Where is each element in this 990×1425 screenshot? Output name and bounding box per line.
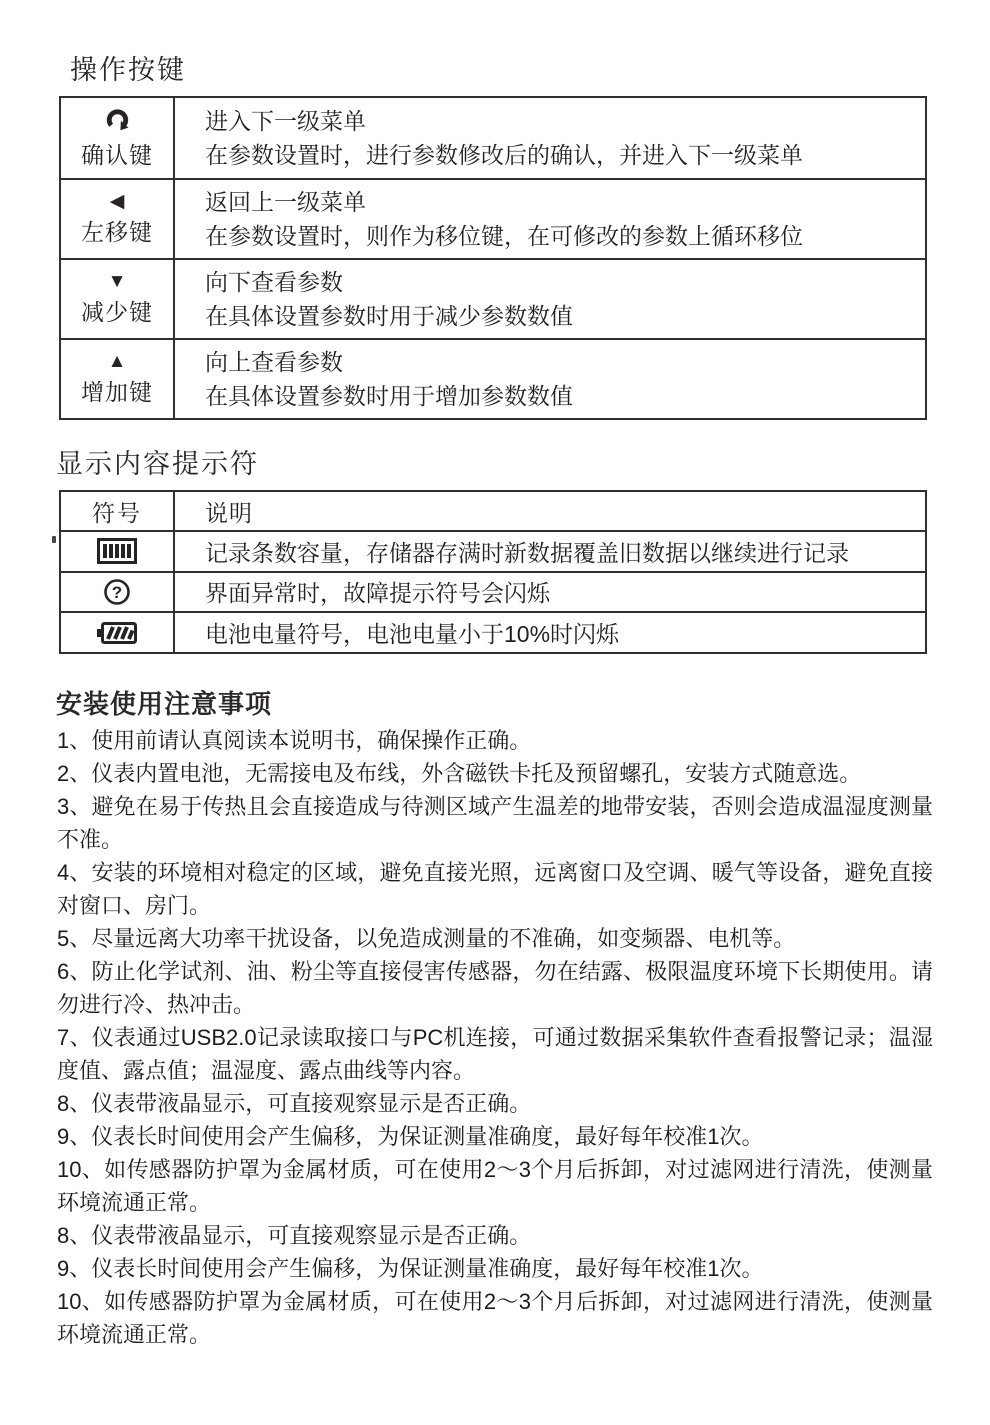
key-desc-line: 在参数设置时，则作为移位键，在可修改的参数上循环移位 <box>205 223 803 249</box>
note-item: 8、仪表带液晶显示，可直接观察显示是否正确。 <box>57 1091 532 1116</box>
install-notes-list <box>57 724 933 1351</box>
key-desc-line: 向上查看参数 <box>205 349 343 375</box>
key-label: 左移键 <box>81 218 153 245</box>
note-item: 6、防止化学试剂、油、粉尘等直接侵害传感器，勿在结露、极限温度环境下长期使用。请勿进行冷、热冲击。 <box>57 959 933 1017</box>
note-item: 10、如传感器防护罩为金属材质，可在使用2～3个月后拆卸，对过滤网进行清洗，使测量环境流通正常。 <box>57 1289 933 1347</box>
symbol-column-header: 符号 <box>61 492 175 530</box>
down-triangle-icon: ▼ <box>107 270 127 292</box>
key-desc-decrease <box>175 258 925 338</box>
record-capacity-bars-icon <box>97 538 137 564</box>
key-label: 增加键 <box>81 378 153 405</box>
key-cell-increase <box>61 338 175 418</box>
note-item: 10、如传感器防护罩为金属材质，可在使用2～3个月后拆卸，对过滤网进行清洗，使测量环境流通正常。 <box>57 1157 933 1215</box>
note-item: 1、使用前请认真阅读本说明书，确保操作正确。 <box>57 728 532 753</box>
key-desc-line: 进入下一级菜单 <box>205 108 366 134</box>
symbol-desc-record: 记录条数容量，存储器存满时新数据覆盖旧数据以继续进行记录 <box>175 530 925 571</box>
key-desc-confirm <box>175 98 925 178</box>
battery-level-icon <box>96 621 138 645</box>
key-desc-line: 在参数设置时，进行参数修改后的确认，并进入下一级菜单 <box>205 142 803 168</box>
symbol-desc-battery: 电池电量符号，电池电量小于10%时闪烁 <box>175 611 925 652</box>
section-title-install-notes: 安装使用注意事项 <box>56 689 273 719</box>
key-cell-decrease <box>61 258 175 338</box>
key-desc-increase <box>175 338 925 418</box>
symbol-cell-battery <box>61 611 175 652</box>
symbol-cell-record <box>61 530 175 571</box>
left-triangle-icon: ◀ <box>109 190 125 212</box>
ink-speck <box>52 536 56 543</box>
display-symbols-table <box>59 490 927 654</box>
key-desc-line: 在具体设置参数时用于增加参数数值 <box>205 383 573 409</box>
note-item: 4、安装的环境相对稳定的区域，避免直接光照，远离窗口及空调、暖气等设备，避免直接对窗口、房门。 <box>57 860 933 918</box>
symbol-cell-fault <box>61 571 175 612</box>
operation-keys-table <box>59 96 927 420</box>
question-circle-icon <box>103 578 131 606</box>
key-cell-left <box>61 178 175 258</box>
key-cell-confirm <box>61 98 175 178</box>
key-desc-line: 向下查看参数 <box>205 269 343 295</box>
desc-column-header: 说明 <box>205 499 253 526</box>
section-title-operation-keys: 操作按键 <box>70 55 186 85</box>
section-title-display-indicators: 显示内容提示符 <box>56 449 259 479</box>
note-item: 8、仪表带液晶显示，可直接观察显示是否正确。 <box>57 1223 532 1248</box>
key-desc-line: 返回上一级菜单 <box>205 189 366 215</box>
key-desc-left <box>175 178 925 258</box>
confirm-loop-arrow-icon <box>101 107 134 134</box>
note-item: 3、避免在易于传热且会直接造成与待测区域产生温差的地带安装，否则会造成温湿度测量不准。 <box>57 794 933 852</box>
up-triangle-icon: ▲ <box>107 350 127 372</box>
symbol-desc-fault: 界面异常时，故障提示符号会闪烁 <box>175 571 925 612</box>
note-item: 9、仪表长时间使用会产生偏移，为保证测量准确度，最好每年校准1次。 <box>57 1124 764 1149</box>
svg-text:?: ? <box>111 582 123 602</box>
key-label: 确认键 <box>81 141 153 168</box>
note-item: 2、仪表内置电池，无需接电及布线，外含磁铁卡托及预留螺孔，安装方式随意选。 <box>57 761 862 786</box>
key-label: 减少键 <box>81 298 153 325</box>
note-item: 7、仪表通过USB2.0记录读取接口与PC机连接，可通过数据采集软件查看报警记录；温湿度值、露点值；温湿度、露点曲线等内容。 <box>57 1025 933 1083</box>
key-desc-line: 在具体设置参数时用于减少参数数值 <box>205 303 573 329</box>
note-item: 5、尽量远离大功率干扰设备，以免造成测量的不准确，如变频器、电机等。 <box>57 926 796 951</box>
note-item: 9、仪表长时间使用会产生偏移，为保证测量准确度，最好每年校准1次。 <box>57 1256 764 1281</box>
